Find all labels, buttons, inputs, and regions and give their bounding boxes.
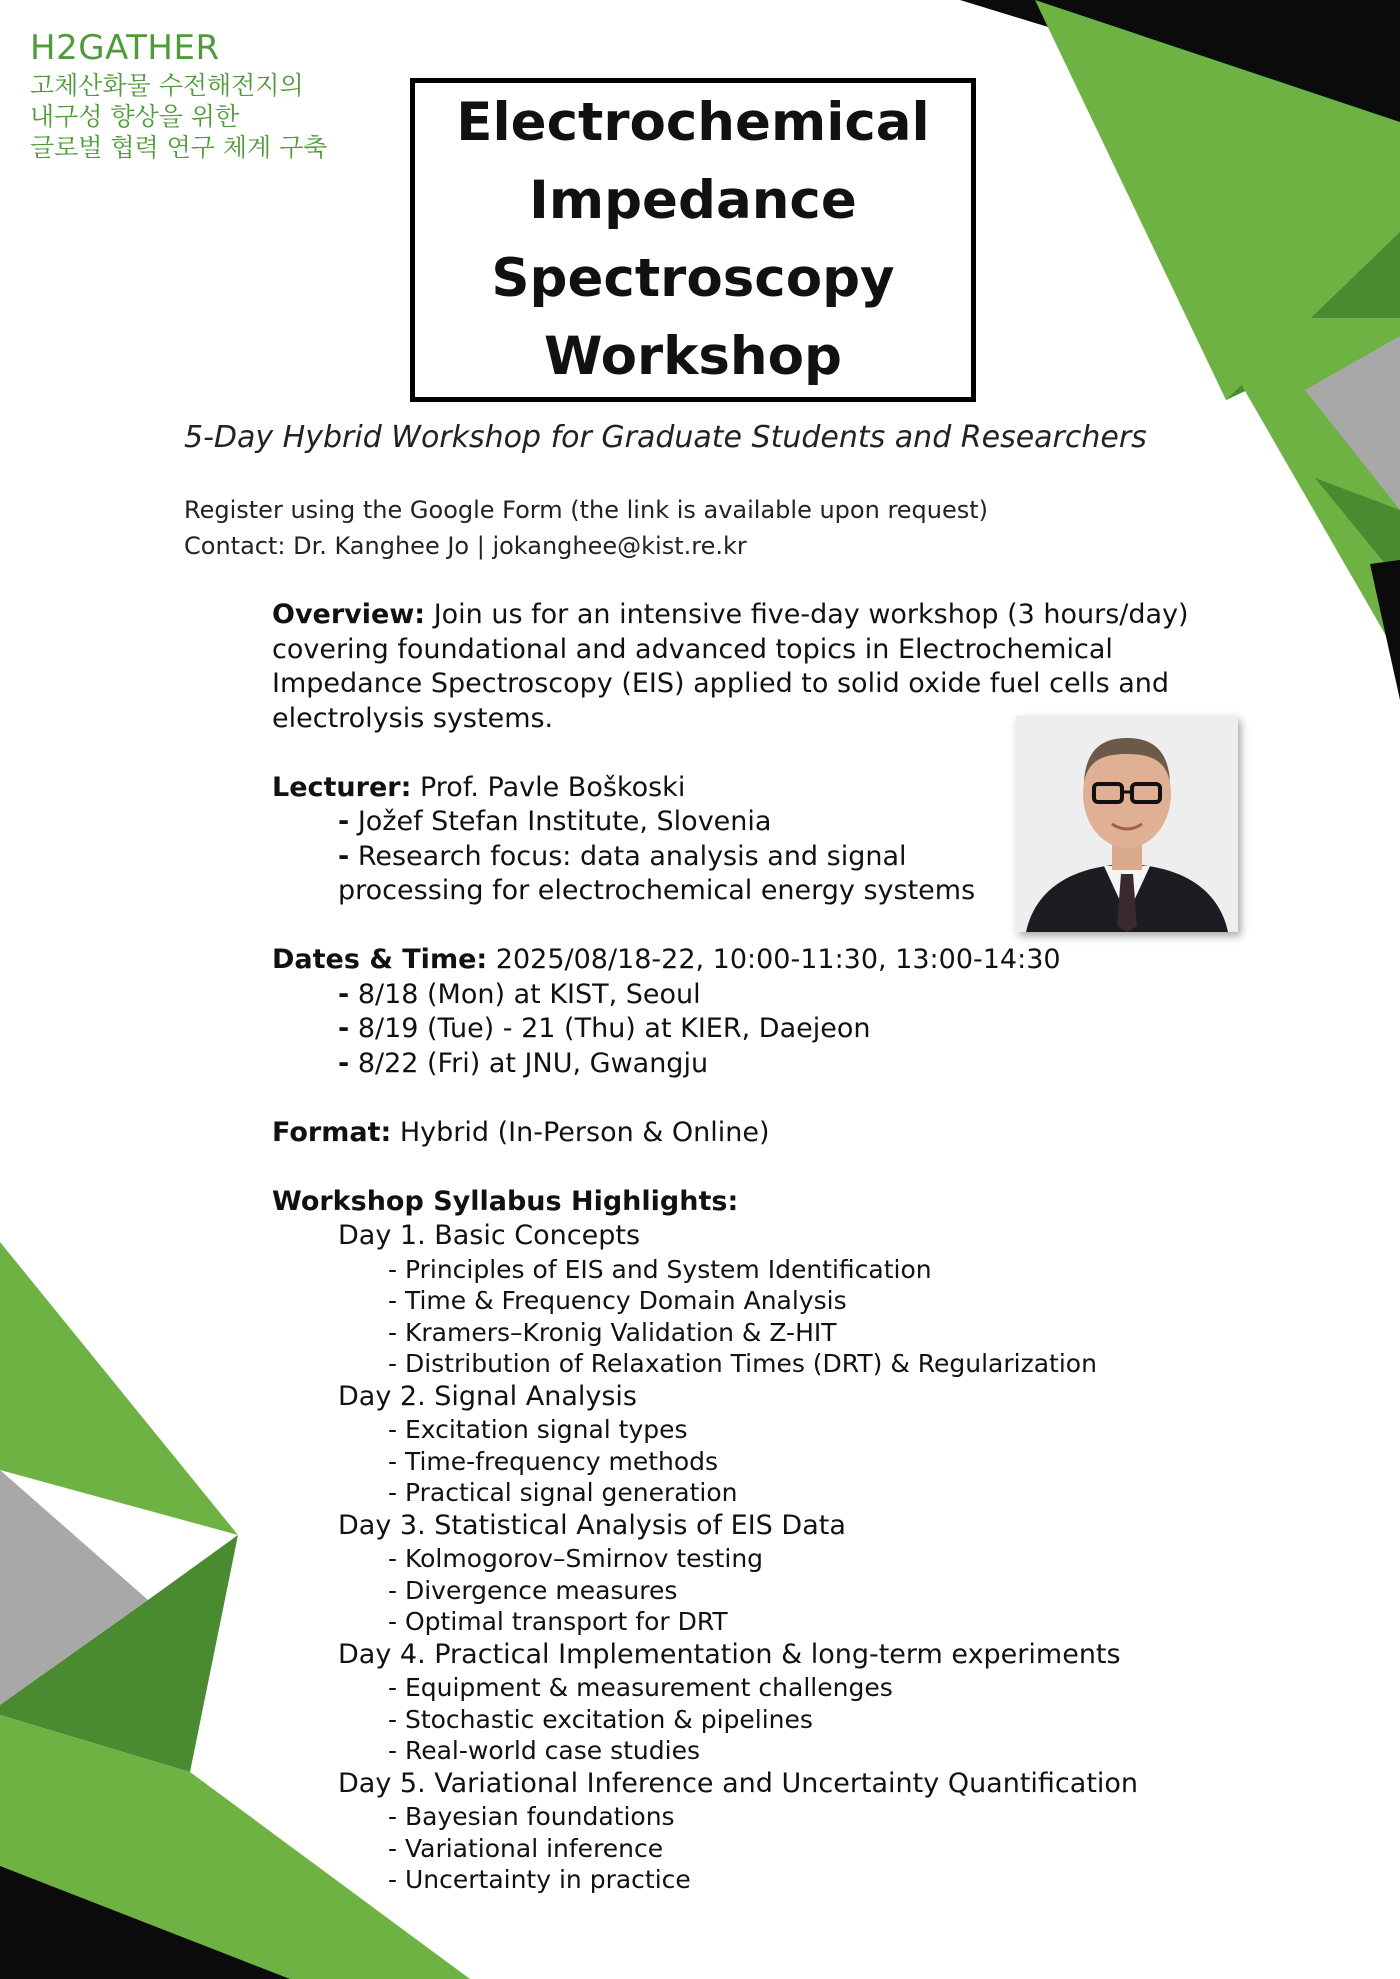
brand-block — [30, 26, 327, 163]
syllabus-day-title: Day 1. Basic Concepts — [338, 1220, 641, 1251]
syllabus-day-title: Day 3. Statistical Analysis of EIS Data — [338, 1509, 846, 1541]
syllabus-topic: - Divergence measures — [388, 1575, 678, 1605]
format-label: Format: — [272, 1116, 392, 1148]
title-line-4: Workshop — [544, 326, 842, 387]
lecturer-label: Lecturer: — [272, 771, 412, 803]
lecturer-focus-cont: processing for electrochemical energy systems — [338, 875, 976, 906]
dates-line — [272, 943, 1212, 978]
brand-line-1: 고체산화물 수전해전지의 — [30, 71, 304, 100]
syllabus-topic: - Time-frequency methods — [388, 1446, 719, 1476]
format-line — [272, 1116, 1212, 1151]
syllabus-topic: - Uncertainty in practice — [388, 1865, 691, 1894]
brand-name: H2GATHER — [30, 28, 220, 68]
syllabus-topic: - Principles of EIS and System Identification — [388, 1254, 932, 1284]
lecturer-affiliation: - Jožef Stefan Institute, Slovenia — [338, 806, 772, 837]
syllabus-topic: - Kramers–Kronig Validation & Z-HIT — [388, 1317, 837, 1347]
syllabus-day-title: Day 2. Signal Analysis — [338, 1380, 638, 1412]
deco-green-bottom-left — [0, 1242, 238, 1535]
overview-line-3: Impedance Spectroscopy (EIS) applied to solid oxide fuel cells and — [272, 668, 1170, 699]
portrait-svg — [1016, 716, 1238, 932]
syllabus-topic: - Practical signal generation — [388, 1478, 738, 1507]
syllabus-topic: - Real-world case studies — [388, 1736, 700, 1765]
title-line-3: Spectroscopy — [491, 248, 895, 309]
dates-value: 2025/08/18-22, 10:00-11:30, 13:00-14:30 — [495, 944, 1061, 975]
syllabus-topic: - Equipment & measurement challenges — [388, 1673, 893, 1702]
title-box — [410, 78, 976, 402]
syllabus-topic: - Kolmogorov–Smirnov testing — [388, 1544, 764, 1573]
brand-line-2: 내구성 향상을 위한 — [30, 102, 240, 131]
registration-block — [184, 492, 988, 564]
syllabus-day-title: Day 5. Variational Inference and Uncertainty Quantification — [338, 1767, 1139, 1799]
overview-line-2: covering foundational and advanced topics in Electrochemical — [272, 633, 1113, 665]
deco-black-right — [1370, 560, 1400, 700]
lecturer-focus: - Research focus: data analysis and signal — [338, 840, 907, 872]
overview-line-4: electrolysis systems. — [272, 702, 554, 734]
syllabus-label: Workshop Syllabus Highlights: — [272, 1185, 739, 1217]
lecturer-portrait-icon — [1016, 716, 1238, 932]
syllabus-topic: - Stochastic excitation & pipelines — [388, 1704, 813, 1734]
syllabus-topic: - Time & Frequency Domain Analysis — [388, 1286, 847, 1315]
dates-label: Dates & Time: — [272, 944, 488, 975]
brand-line-3: 글로벌 협력 연구 체계 구축 — [30, 133, 328, 162]
syllabus-topic: - Variational inference — [388, 1833, 664, 1863]
contact-text: Contact: Dr. Kanghee Jo | jokanghee@kist.re.kr — [184, 532, 747, 560]
syllabus-topic: - Distribution of Relaxation Times (DRT) & Regularization — [388, 1349, 1097, 1378]
title-line-1: Electrochemical — [456, 92, 930, 153]
syllabus-topic: - Bayesian foundations — [388, 1802, 675, 1831]
syllabus-topic: - Optimal transport for DRT — [388, 1607, 728, 1636]
date-item: - 8/19 (Tue) - 21 (Thu) at KIER, Daejeon — [338, 1013, 871, 1044]
format-value: Hybrid (In-Person & Online) — [399, 1116, 770, 1148]
syllabus-day-title: Day 4. Practical Implementation & long-term experiments — [338, 1638, 1121, 1670]
title-line-2: Impedance — [529, 170, 857, 231]
syllabus-topic: - Excitation signal types — [388, 1415, 688, 1444]
subtitle: 5-Day Hybrid Workshop for Graduate Students and Researchers — [184, 420, 1147, 455]
date-item: - 8/22 (Fri) at JNU, Gwangju — [338, 1047, 709, 1079]
date-item: - 8/18 (Mon) at KIST, Seoul — [338, 978, 701, 1010]
overview-label: Overview: — [272, 599, 426, 630]
lecturer-name: Prof. Pavle Boškoski — [419, 771, 686, 803]
register-text: Register using the Google Form (the link is available upon request) — [184, 496, 989, 524]
overview-text: Join us for an intensive five-day workshop (3 hours/day) — [433, 599, 1189, 630]
overview-first-line — [272, 598, 1212, 633]
